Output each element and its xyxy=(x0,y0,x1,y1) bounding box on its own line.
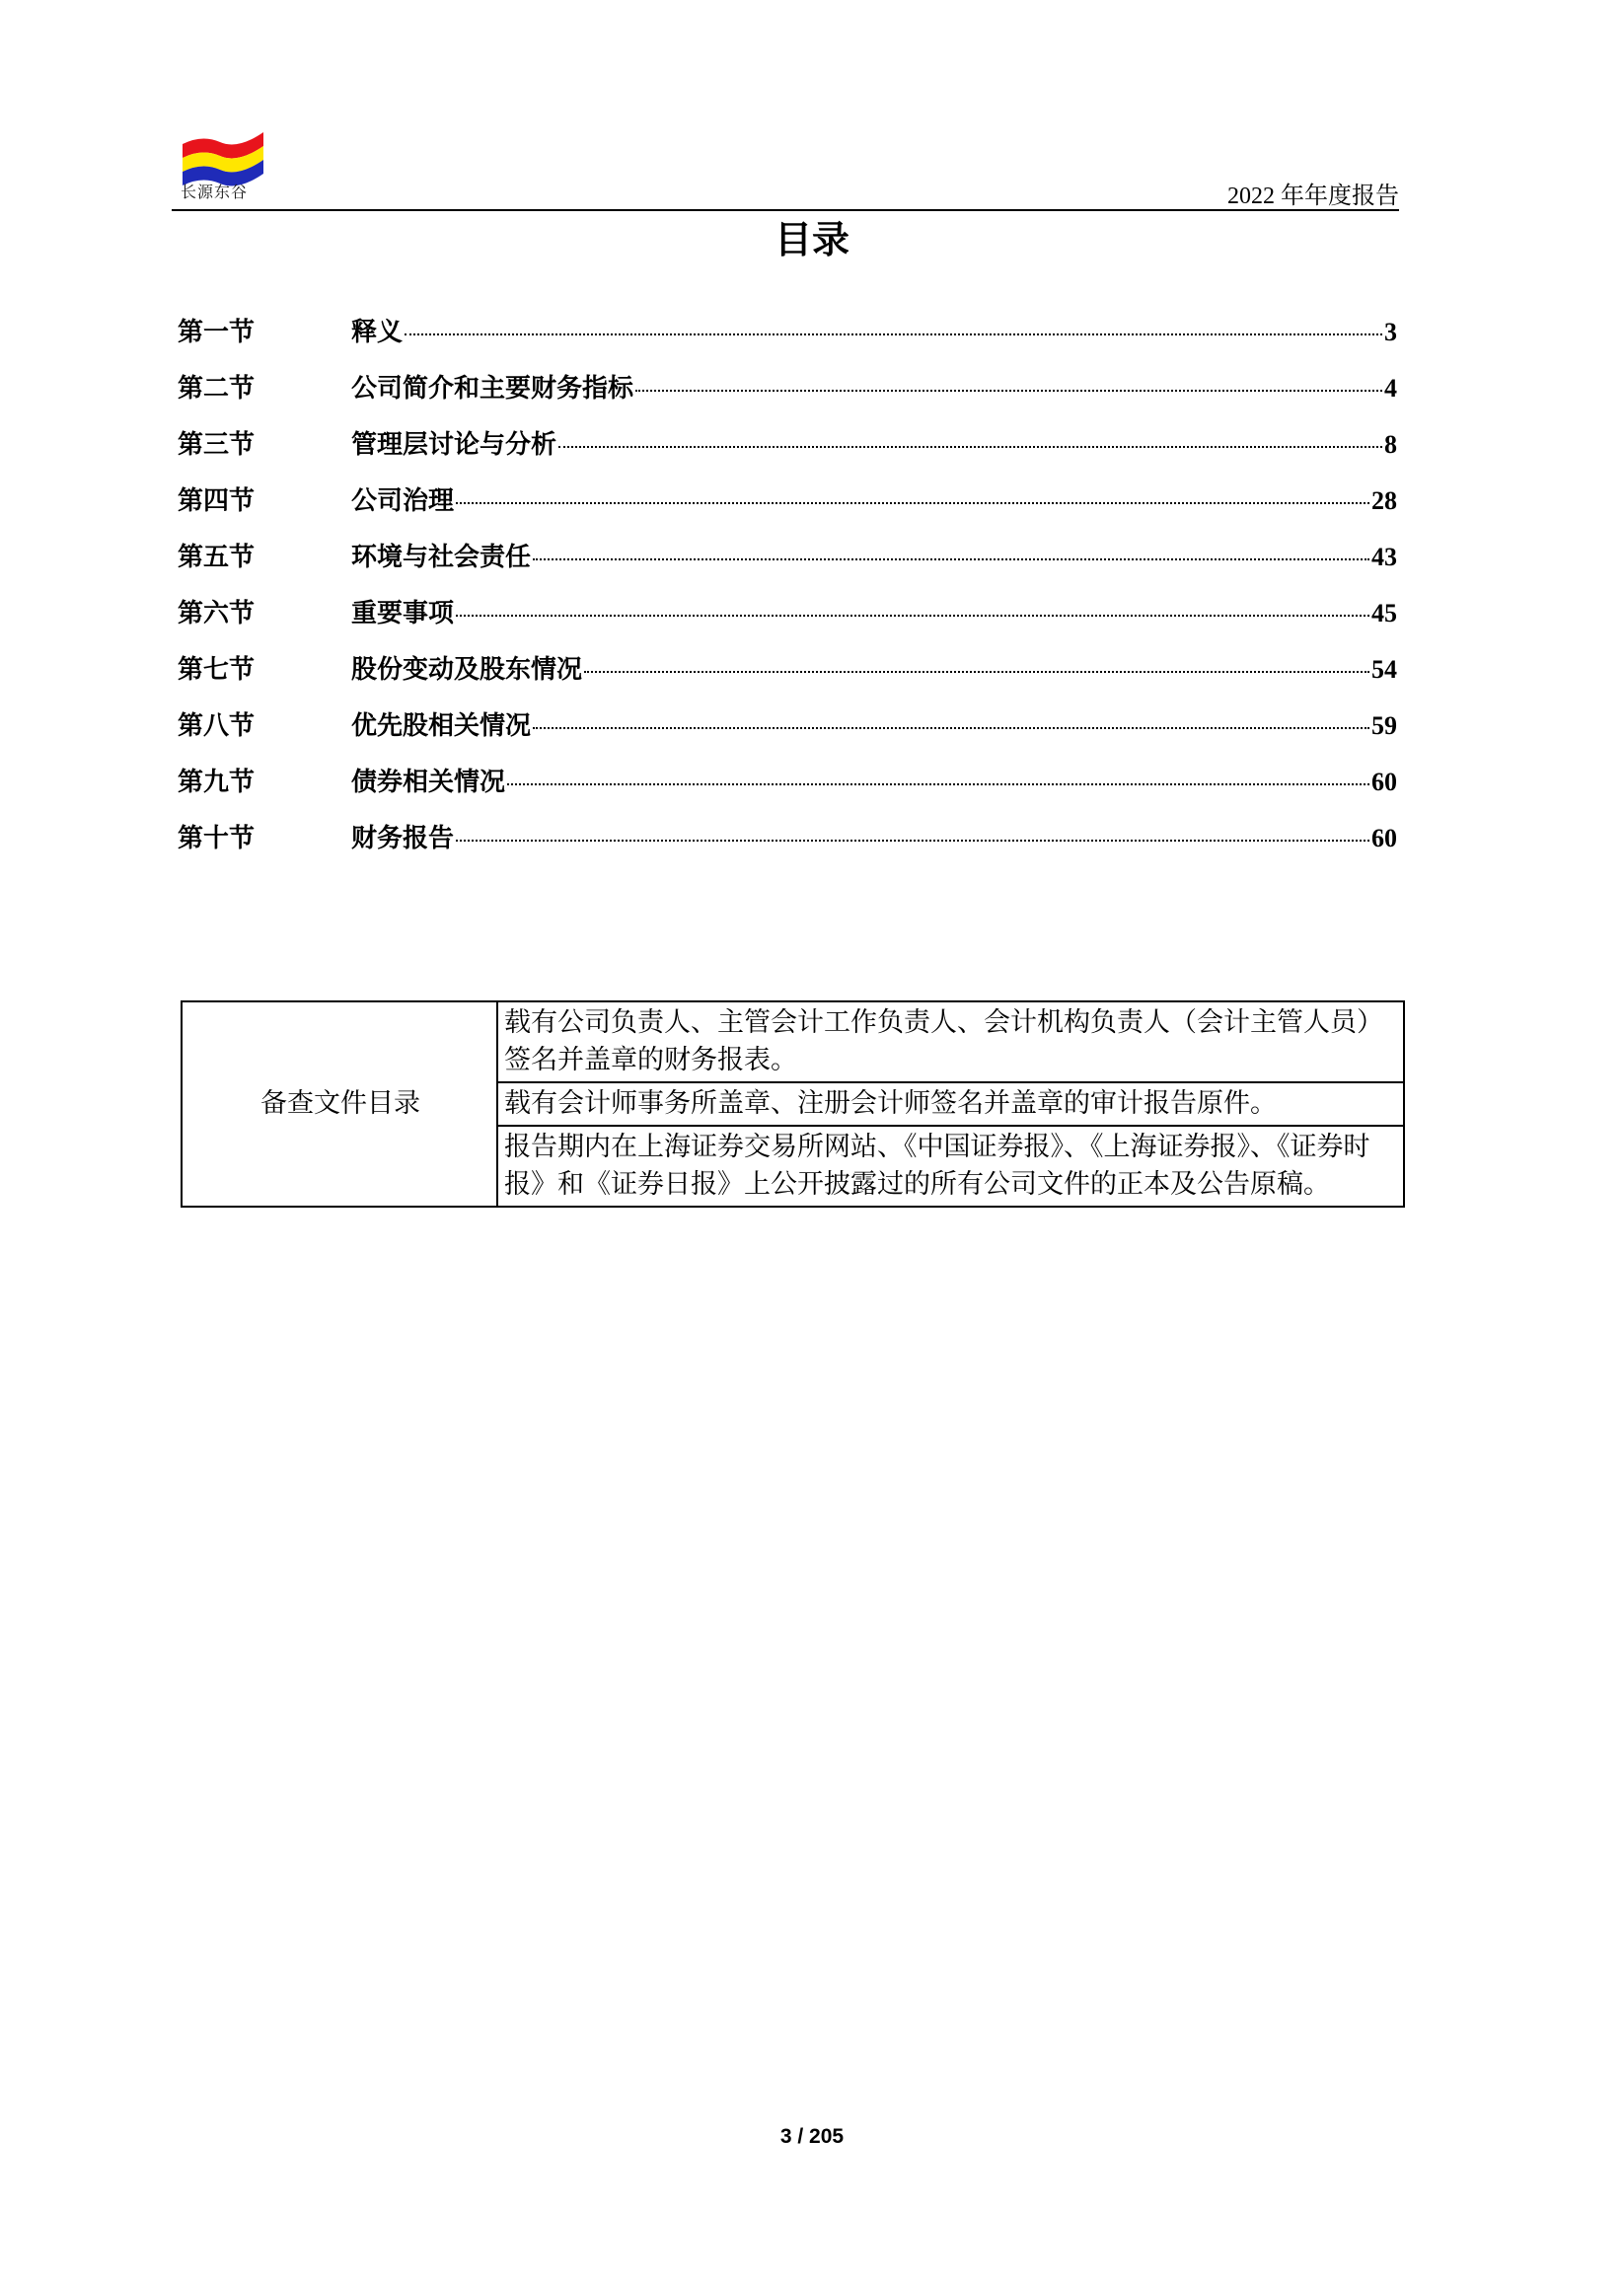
toc-entry[interactable] xyxy=(178,312,1397,368)
toc-page-number: 60 xyxy=(1371,768,1397,796)
toc-section-number: 第十节 xyxy=(178,824,256,853)
reference-doc-item: 载有会计师事务所盖章、注册会计师签名并盖章的审计报告原件。 xyxy=(497,1082,1404,1126)
toc-section-title: 环境与社会责任 xyxy=(351,543,532,572)
reference-documents-table xyxy=(181,1000,1405,1208)
toc-section-number: 第八节 xyxy=(178,711,256,741)
toc-page-number: 28 xyxy=(1371,486,1397,515)
toc-leader xyxy=(456,840,1369,842)
report-title: 2022 年年度报告 xyxy=(1227,184,1399,209)
toc-section-number: 第三节 xyxy=(178,430,256,460)
toc-section-title: 公司治理 xyxy=(351,486,455,516)
table-of-contents xyxy=(178,312,1397,874)
toc-leader xyxy=(405,333,1382,335)
toc-page-number: 54 xyxy=(1371,655,1397,684)
logo-text: 长源东谷 xyxy=(181,183,249,201)
toc-section-title: 财务报告 xyxy=(351,824,455,853)
toc-section-title: 优先股相关情况 xyxy=(351,711,532,741)
page-title: 目录 xyxy=(774,218,849,261)
toc-section-number: 第二节 xyxy=(178,374,256,404)
table-row xyxy=(182,1001,1404,1082)
toc-leader xyxy=(533,727,1369,729)
toc-leader xyxy=(533,558,1369,560)
toc-page-number: 8 xyxy=(1384,430,1397,459)
toc-section-title: 公司简介和主要财务指标 xyxy=(351,374,634,404)
toc-section-title: 重要事项 xyxy=(351,599,455,628)
reference-doc-item: 报告期内在上海证券交易所网站、《中国证券报》、《上海证券报》、《证券时报》和《证券日报》上公开披露过的所有公司文件的正本及公告原稿。 xyxy=(497,1126,1404,1207)
toc-page-number: 60 xyxy=(1371,824,1397,852)
reference-docs-label: 备查文件目录 xyxy=(182,1001,497,1207)
toc-entry[interactable] xyxy=(178,424,1397,480)
toc-entry[interactable] xyxy=(178,537,1397,593)
toc-page-number: 3 xyxy=(1384,318,1397,346)
toc-leader xyxy=(507,783,1369,785)
toc-leader xyxy=(558,446,1382,448)
toc-section-title: 管理层讨论与分析 xyxy=(351,430,557,460)
toc-section-number: 第五节 xyxy=(178,543,256,572)
toc-entry[interactable] xyxy=(178,762,1397,818)
toc-leader xyxy=(456,502,1369,504)
toc-section-number: 第六节 xyxy=(178,599,256,628)
toc-entry[interactable] xyxy=(178,480,1397,537)
toc-section-number: 第四节 xyxy=(178,486,256,516)
toc-page-number: 45 xyxy=(1371,599,1397,627)
toc-section-number: 第七节 xyxy=(178,655,256,685)
toc-entry[interactable] xyxy=(178,818,1397,874)
toc-section-number: 第九节 xyxy=(178,768,256,797)
toc-page-number: 4 xyxy=(1384,374,1397,403)
toc-section-title: 股份变动及股东情况 xyxy=(351,655,583,685)
toc-section-title: 债券相关情况 xyxy=(351,768,506,797)
toc-leader xyxy=(456,615,1369,617)
toc-entry[interactable] xyxy=(178,368,1397,424)
reference-doc-item: 载有公司负责人、主管会计工作负责人、会计机构负责人（会计主管人员）签名并盖章的财务报表。 xyxy=(497,1001,1404,1082)
toc-section-title: 释义 xyxy=(351,318,404,347)
toc-leader xyxy=(635,390,1382,392)
toc-leader xyxy=(584,671,1369,673)
toc-entry[interactable] xyxy=(178,705,1397,762)
toc-entry[interactable] xyxy=(178,649,1397,705)
toc-section-number: 第一节 xyxy=(178,318,256,347)
toc-entry[interactable] xyxy=(178,593,1397,649)
toc-page-number: 59 xyxy=(1371,711,1397,740)
page-number: 3 / 205 xyxy=(779,2125,845,2148)
toc-page-number: 43 xyxy=(1371,543,1397,571)
